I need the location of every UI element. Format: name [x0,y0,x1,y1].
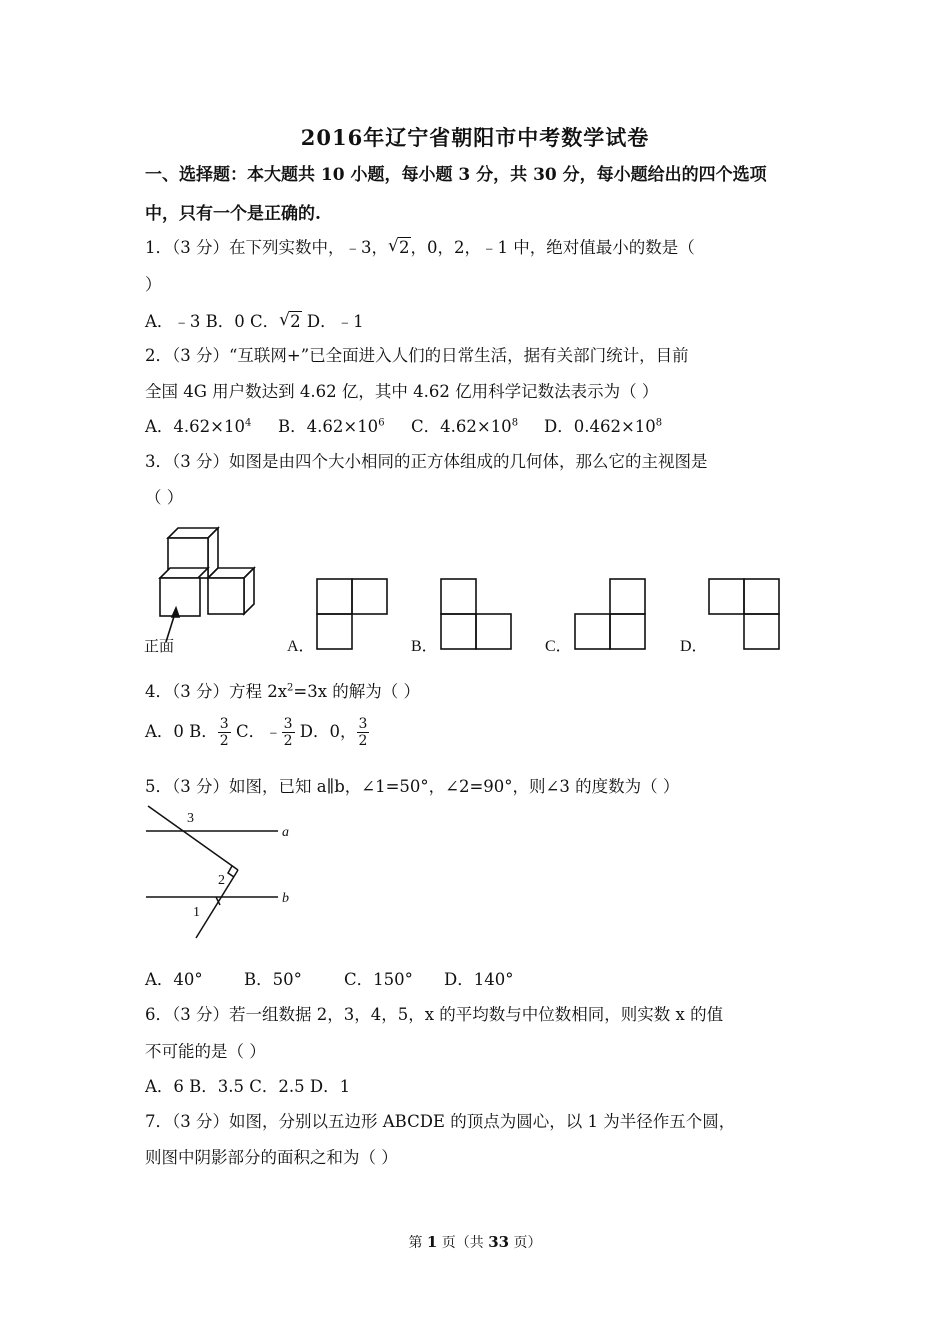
question-4-options [145,716,369,749]
sqrt-symbol [279,312,302,331]
q5-option-c: C．150° [344,970,413,989]
question-5-figure [140,800,310,945]
question-3-stem: 3．（3 分）如图是由四个大小相同的正方体组成的几何体，那么它的主视图是 [145,452,708,471]
question-6-options: A．6 B．3.5 C．2.5 D．1 [145,1077,351,1096]
cube-solid-figure [160,528,254,642]
section-heading-line1: 一、选择题：本大题共 10 小题，每小题 3 分，共 30 分，每小题给出的四个选项 [145,165,767,185]
option-b-label: B． [411,638,438,655]
page-footer: 第 1 页（共 33 页） [408,1233,542,1251]
question-2-stem: 2．（3 分）“互联网+”已全面进入人们的日常生活，据有关部门统计，目前 [145,346,689,365]
option-d-label: D． [680,638,708,655]
q1-option-ab: A．﹣3 B．0 C． [145,312,280,331]
q1-option-radicand: 2 [290,312,301,331]
question-2-stem-continuation: 全国 4G 用户数达到 4.62 亿，其中 4.62 亿用科学记数法表示为（ ） [145,382,659,401]
question-5-stem: 5．（3 分）如图，已知 a∥b，∠1=50°，∠2=90°，则∠3 的度数为（ ） [145,777,680,796]
option-a-view [317,579,387,649]
q4-option-ab: A．0 B． [145,722,218,741]
option-c-label: C． [545,638,572,655]
q1-stem-part-b: ，0，2，﹣1 中，绝对值最小的数是（ [410,238,695,257]
q5-option-a: A．40° [145,970,203,989]
question-7-stem: 7．（3 分）如图，分别以五边形 ABCDE 的顶点为圆心，以 1 为半径作五个圆， [145,1112,736,1131]
question-3-figures [140,520,830,660]
q2-option-c: C．$4.62\times 10^8$ [411,417,519,436]
question-1-stem [145,234,695,258]
q2-option-a: A．$4.62\times 10^4$ [145,417,252,436]
fraction-c: $\frac{3}{2}$ [283,716,293,749]
front-label: 正面 [144,639,175,655]
q1-stem-continuation: ） [145,275,162,294]
sqrt-symbol [388,238,411,257]
q2-option-b: B．$4.62\times 10^6$ [278,417,385,436]
q1-radicand: 2 [399,238,410,257]
current-page-number: 1 [426,1233,438,1251]
q1-stem-part-a: 1．（3 分）在下列实数中，﹣3， [145,238,388,257]
q1-option-d: D．﹣1 [301,312,364,331]
q5-option-b: B．50° [244,970,302,989]
question-1-options [145,308,364,332]
question-6-stem-continuation: 不可能的是（ ） [145,1042,266,1061]
angle-3-label: 3 [187,811,194,826]
section-heading-line2: 中，只有一个是正确的. [145,204,321,224]
option-a-label: A． [287,638,315,655]
q4-option-d: D．0， [294,722,357,741]
fraction-d: $\frac{3}{2}$ [358,716,368,749]
minus-sign: ﹣ [265,722,282,741]
angle-2-label: 2 [218,873,225,888]
q5-option-d: D．140° [444,970,514,989]
q2-option-d: D．$0.462\times 10^8$ [544,417,663,436]
option-b-view [441,579,511,649]
fraction-b: $\frac{3}{2}$ [219,716,229,749]
option-c-view [575,579,645,649]
angle-1-label: 1 [193,905,200,920]
question-6-stem: 6．（3 分）若一组数据 2，3，4，5，x 的平均数与中位数相同，则实数 x 的值 [145,1005,724,1024]
total-pages: 33 [488,1233,510,1251]
question-4-stem: 4．（3 分）方程 $2x^2=3x$ 的解为（ ） [145,682,421,701]
line-b-label: b [282,891,289,906]
page-title: 2016年辽宁省朝阳市中考数学试卷 [300,125,650,150]
q4-option-c: C． [230,722,266,741]
question-7-stem-continuation: 则图中阴影部分的面积之和为（ ） [145,1148,398,1167]
right-angle-mark [228,866,234,877]
line-a-label: a [282,825,289,840]
transversal-lower [196,870,238,938]
option-d-view [709,579,779,649]
question-3-stem-continuation: （ ） [145,488,184,507]
